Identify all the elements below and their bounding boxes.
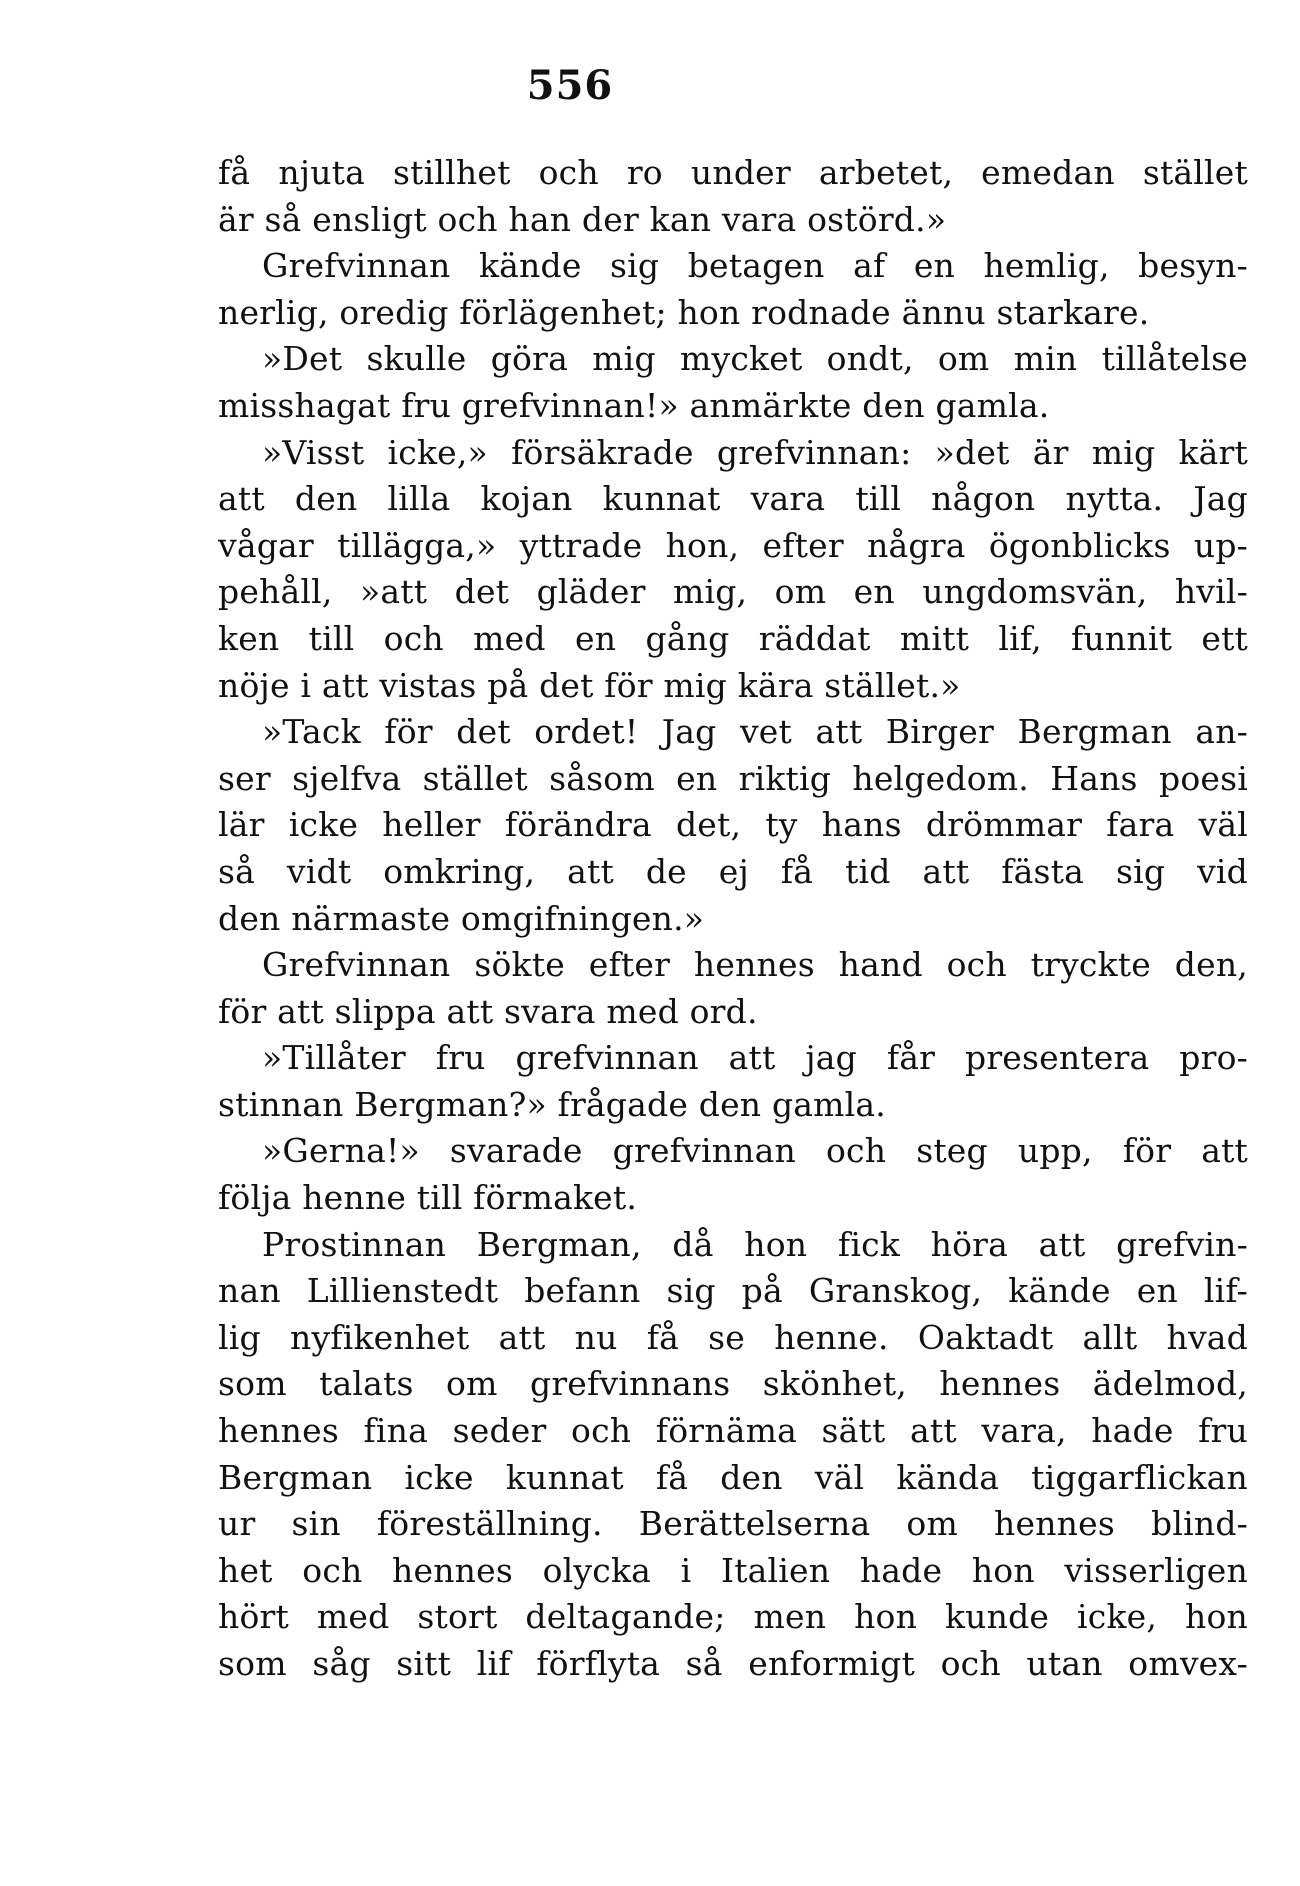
text-line: ken till och med en gång räddat mitt lif, funnit ett bbox=[218, 618, 1248, 658]
text-line: så vidt omkring, att de ej få tid att fästa sig vid bbox=[218, 851, 1248, 891]
text-line: Prostinnan Bergman, då hon fick höra att grefvin- bbox=[262, 1224, 1248, 1264]
text-line: som såg sitt lif förflyta så enformigt och utan omvex- bbox=[218, 1644, 1248, 1683]
text-line: Grefvinnan kände sig betagen af en hemlig, besyn- bbox=[262, 246, 1248, 286]
text-line: »Visst icke,» försäkrade grefvinnan: »det är mig kärt bbox=[262, 432, 1248, 472]
text-line: följa henne till förmaket. bbox=[218, 1178, 638, 1218]
text-line: för att slippa att svara med ord. bbox=[218, 991, 758, 1031]
text-line: het och hennes olycka i Italien hade hon visserligen bbox=[218, 1550, 1248, 1590]
text-line: lig nyfikenhet att nu få se henne. Oaktadt allt hvad bbox=[218, 1317, 1248, 1357]
text-line: pehåll, »att det gläder mig, om en ungdomsvän, hvil- bbox=[218, 572, 1248, 612]
text-line: nan Lillienstedt befann sig på Granskog, kände en lif- bbox=[218, 1271, 1248, 1311]
text-line: nöje i att vistas på det för mig kära stället.» bbox=[218, 665, 961, 705]
text-line: »Det skulle göra mig mycket ondt, om min tillåtelse bbox=[262, 339, 1248, 379]
text-line: »Tack för det ordet! Jag vet att Birger Bergman an- bbox=[262, 712, 1248, 752]
text-line: Bergman icke kunnat få den väl kända tiggarflickan bbox=[218, 1457, 1248, 1497]
text-line: »Tillåter fru grefvinnan att jag får presentera pro- bbox=[262, 1038, 1248, 1078]
text-line: misshagat fru grefvinnan!» anmärkte den gamla. bbox=[218, 385, 1050, 425]
text-line: ur sin föreställning. Berättelserna om hennes blind- bbox=[218, 1504, 1248, 1544]
text-line: som talats om grefvinnans skönhet, hennes ädelmod, bbox=[218, 1364, 1248, 1404]
text-line: stinnan Bergman?» frågade den gamla. bbox=[218, 1084, 886, 1124]
text-line: »Gerna!» svarade grefvinnan och steg upp, för att bbox=[262, 1131, 1248, 1171]
text-line: vågar tillägga,» yttrade hon, efter några ögonblicks up- bbox=[218, 525, 1248, 565]
text-line: Grefvinnan sökte efter hennes hand och tryckte den, bbox=[262, 945, 1248, 985]
text-line: få njuta stillhet och ro under arbetet, emedan stället bbox=[218, 153, 1248, 192]
text-line: nerlig, oredig förlägenhet; hon rodnade ännu starkare. bbox=[218, 292, 1150, 332]
text-line: att den lilla kojan kunnat vara till någon nytta. Jag bbox=[218, 479, 1248, 519]
text-line: hennes fina seder och förnäma sätt att vara, hade fru bbox=[218, 1411, 1248, 1451]
text-line: ser sjelfva stället såsom en riktig helgedom. Hans poesi bbox=[218, 758, 1248, 798]
text-line: den närmaste omgifningen.» bbox=[218, 898, 705, 938]
text-line: lär icke heller förändra det, ty hans drömmar fara väl bbox=[218, 805, 1248, 845]
page-number: 556 bbox=[526, 62, 614, 109]
body-text bbox=[218, 150, 1248, 1688]
text-line: är så ensligt och han der kan vara ostörd.» bbox=[218, 199, 947, 239]
text-line: hört med stort deltagande; men hon kunde icke, hon bbox=[218, 1597, 1248, 1637]
